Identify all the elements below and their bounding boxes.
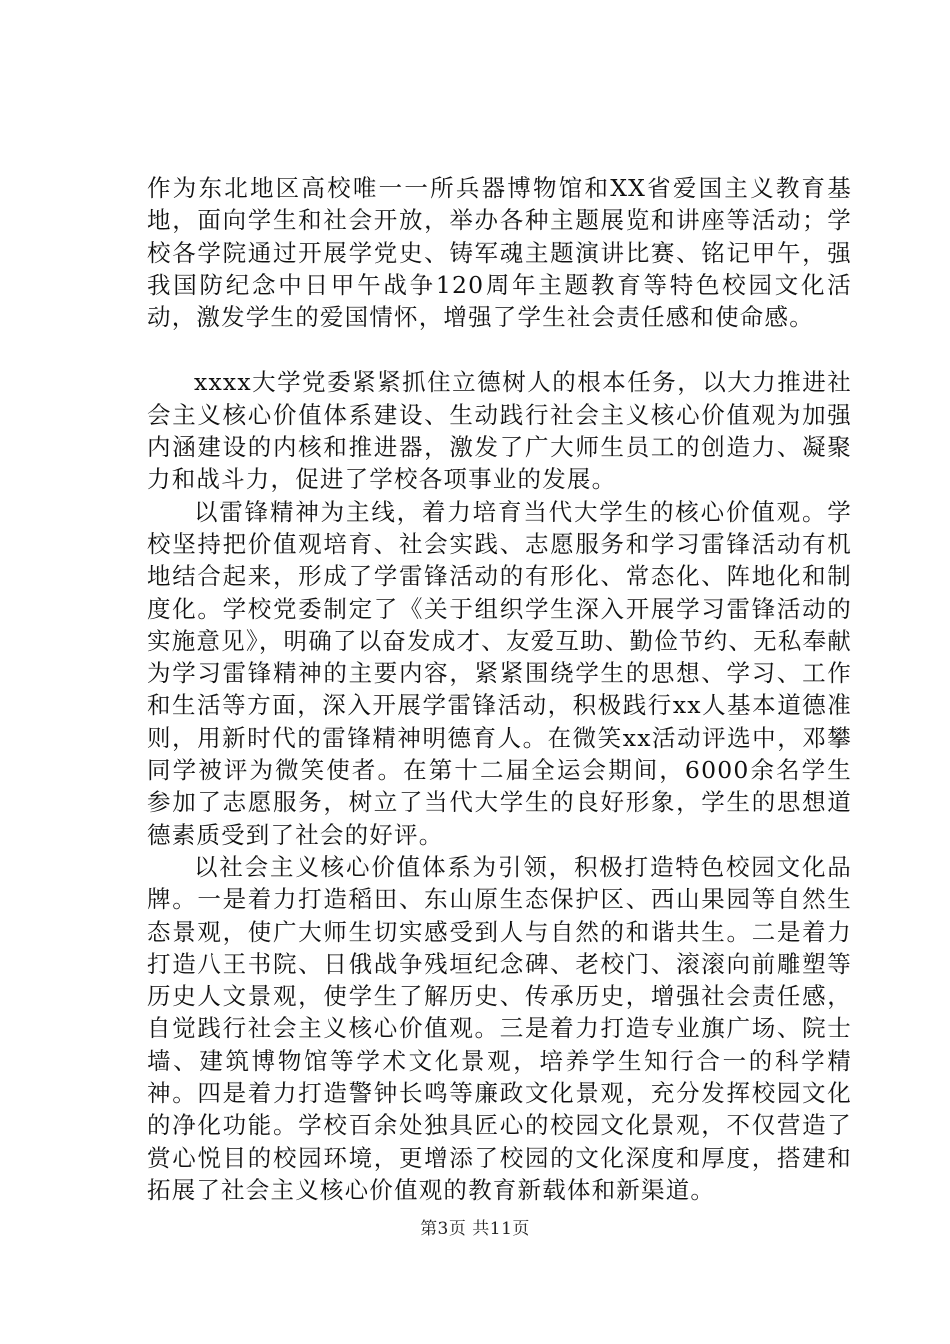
- page-number-footer: 第3页 共11页: [420, 1219, 530, 1239]
- paragraph-spacer: [147, 333, 852, 366]
- document-body: [147, 172, 852, 1206]
- paragraph-patriotism: 作为东北地区高校唯一一所兵器博物馆和XX省爱国主义教育基地，面向学生和社会开放，举办各种主题展览和讲座等活动；学校各学院通过开展学党史、铸军魂主题演讲比赛、铭记甲午，强我国防纪念中日甲午战争120周年主题教育等特色校园文化活动，激发学生的爱国情怀，增强了学生社会责任感和使命感。: [147, 174, 852, 332]
- paragraph-campus-culture: 以社会主义核心价值体系为引领，积极打造特色校园文化品牌。一是着力打造稻田、东山原生态保护区、西山果园等自然生态景观，使广大师生切实感受到人与自然的和谐共生。二是着力打造八王书院、日俄战争残垣纪念碑、老校门、滚滚向前雕塑等历史人文景观，使学生了解历史、传承历史，增强社会责任感，自觉践行社会主义核心价值观。三是着力打造专业旗广场、院士墙、建筑博物馆等学术文化景观，培养学生知行合一的科学精神。四是着力打造警钟长鸣等廉政文化景观，充分发挥校园文化的净化功能。学校百余处独具匠心的校园文化景观，不仅营造了赏心悦目的校园环境，更增添了校园的文化深度和厚度，搭建和拓展了社会主义核心价值观的教育新载体和新渠道。: [147, 852, 852, 1204]
- paragraph-party-committee: xxxx大学党委紧紧抓住立德树人的根本任务，以大力推进社会主义核心价值体系建设、生动践行社会主义核心价值观为加强内涵建设的内核和推进器，激发了广大师生员工的创造力、凝聚力和战斗力，促进了学校各项事业的发展。: [147, 368, 852, 494]
- paragraph-leifeng-spirit: 以雷锋精神为主线，着力培育当代大学生的核心价值观。学校坚持把价值观培育、社会实践、志愿服务和学习雷锋活动有机地结合起来，形成了学雷锋活动的有形化、常态化、阵地化和制度化。学校党委制定了《关于组织学生深入开展学习雷锋活动的实施意见》，明确了以奋发成才、友爱互助、勤俭节约、无私奉献为学习雷锋精神的主要内容，紧紧围绕学生的思想、学习、工作和生活等方面，深入开展学雷锋活动，积极践行xx人基本道德准则，用新时代的雷锋精神明德育人。在微笑xx活动评选中，邓攀同学被评为微笑使者。在第十二届全运会期间，6000余名学生参加了志愿服务，树立了当代大学生的良好形象，学生的思想道德素质受到了社会的好评。: [147, 497, 852, 849]
